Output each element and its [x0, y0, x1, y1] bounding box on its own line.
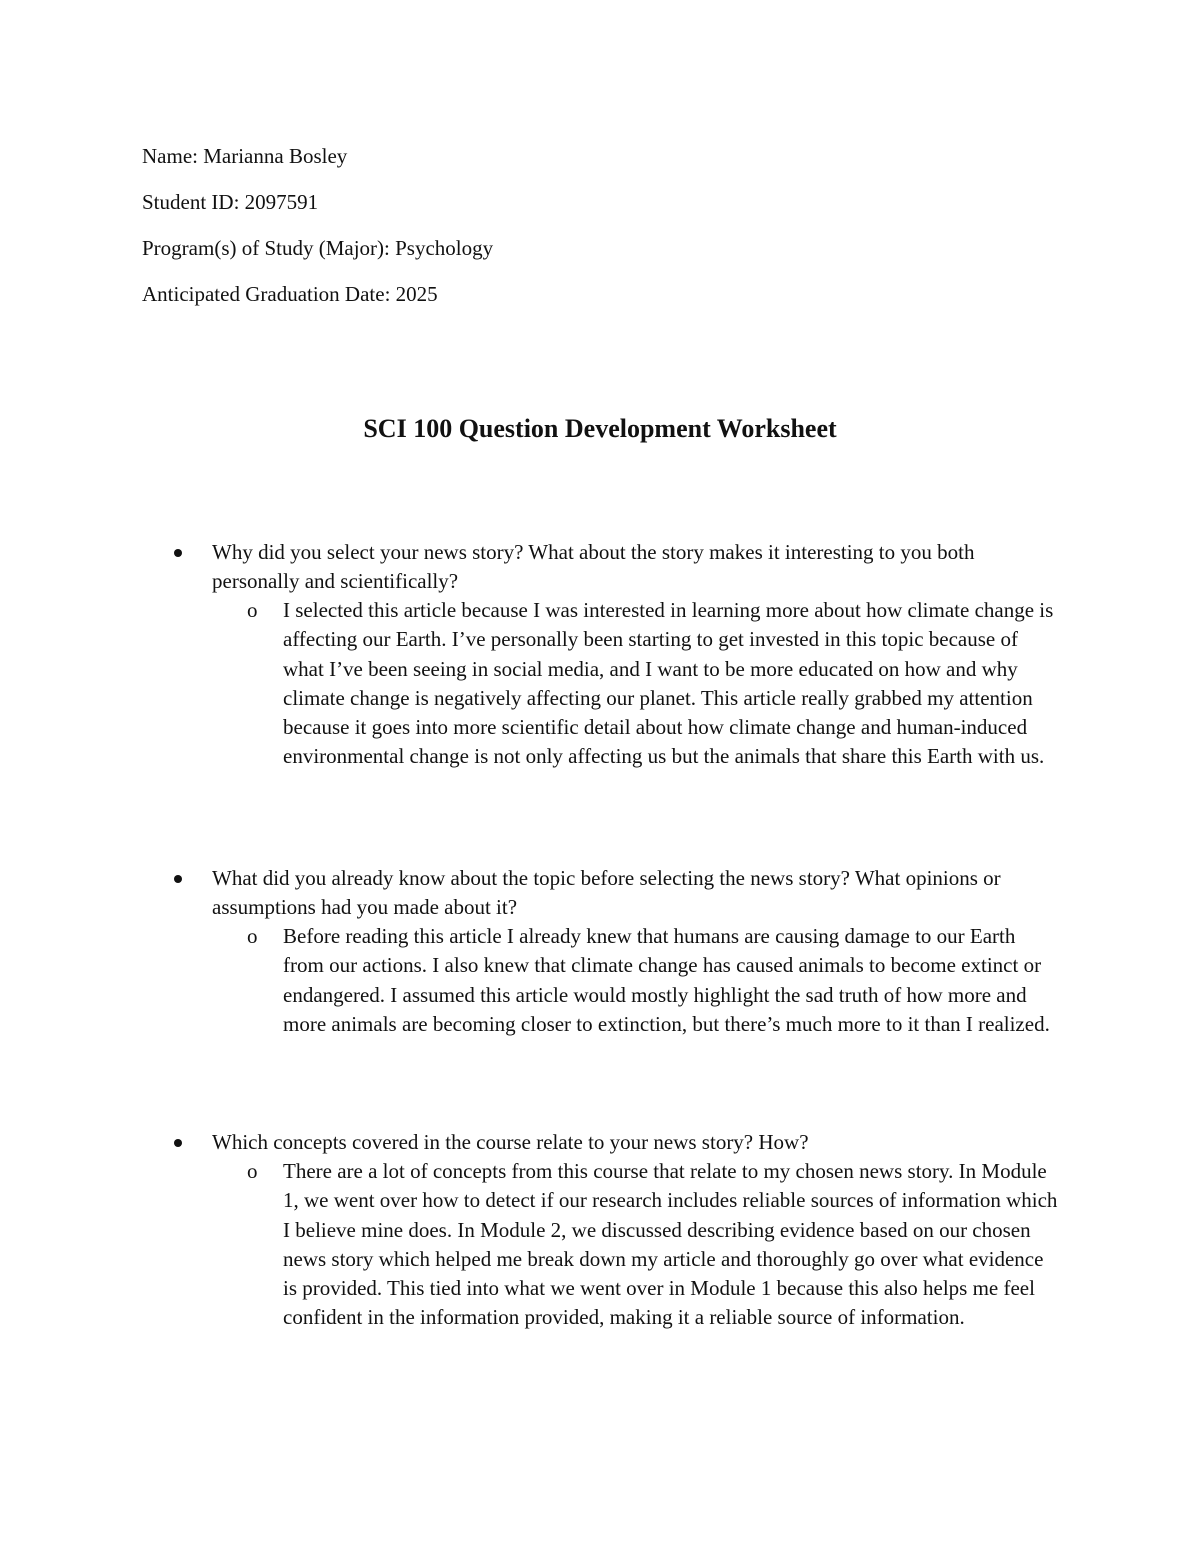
question-text: Why did you select your news story? What about the story makes it interesting to you both personally and scientifically? — [212, 540, 975, 594]
bullet-icon — [174, 875, 182, 883]
sub-bullet-icon: o — [247, 1159, 258, 1183]
answer-text: I selected this article because I was interested in learning more about how climate change is affecting our Earth. I’ve personally been starting to get invested in this topic because of what I’ve been seeing in social media, and I want to be more educated on how and why climate change is negatively affecting our planet. This article really grabbed my attention because it goes into more scientific detail about how climate change and human-induced environmental change is not only affecting us but the animals that share this Earth with us. — [283, 598, 1054, 769]
worksheet-title: SCI 100 Question Development Worksheet — [363, 414, 837, 443]
bullet-icon — [174, 1139, 182, 1147]
student-name: Name: Marianna Bosley — [142, 144, 348, 168]
answer-text: Before reading this article I already knew that humans are causing damage to our Earth from our actions. I also knew that climate change has caused animals to become extinct or endangered. I assumed this article would mostly highlight the sad truth of how more and more animals are becoming closer to extinction, but there’s much more to it than I realized. — [283, 924, 1050, 1036]
program-of-study: Program(s) of Study (Major): Psychology — [142, 236, 494, 260]
sub-bullet-icon: o — [247, 598, 258, 622]
student-info — [142, 142, 1042, 326]
graduation-date: Anticipated Graduation Date: 2025 — [142, 282, 438, 306]
student-id: Student ID: 2097591 — [142, 190, 319, 214]
answer-text: There are a lot of concepts from this course that relate to my chosen news story. In Module 1, we went over how to detect if our research includes reliable sources of information which I believe mine does. In Module 2, we discussed describing evidence based on our chosen news story which helped me break down my article and thoroughly go over what evidence is provided. This tied into what we went over in Module 1 because this also helps me feel confident in the information provided, making it a reliable source of information. — [283, 1159, 1058, 1330]
question-text: Which concepts covered in the course relate to your news story? How? — [212, 1130, 809, 1154]
sub-bullet-icon: o — [247, 924, 258, 948]
bullet-icon — [174, 549, 182, 557]
question-text: What did you already know about the topic before selecting the news story? What opinions or assumptions had you made about it? — [212, 866, 1001, 920]
